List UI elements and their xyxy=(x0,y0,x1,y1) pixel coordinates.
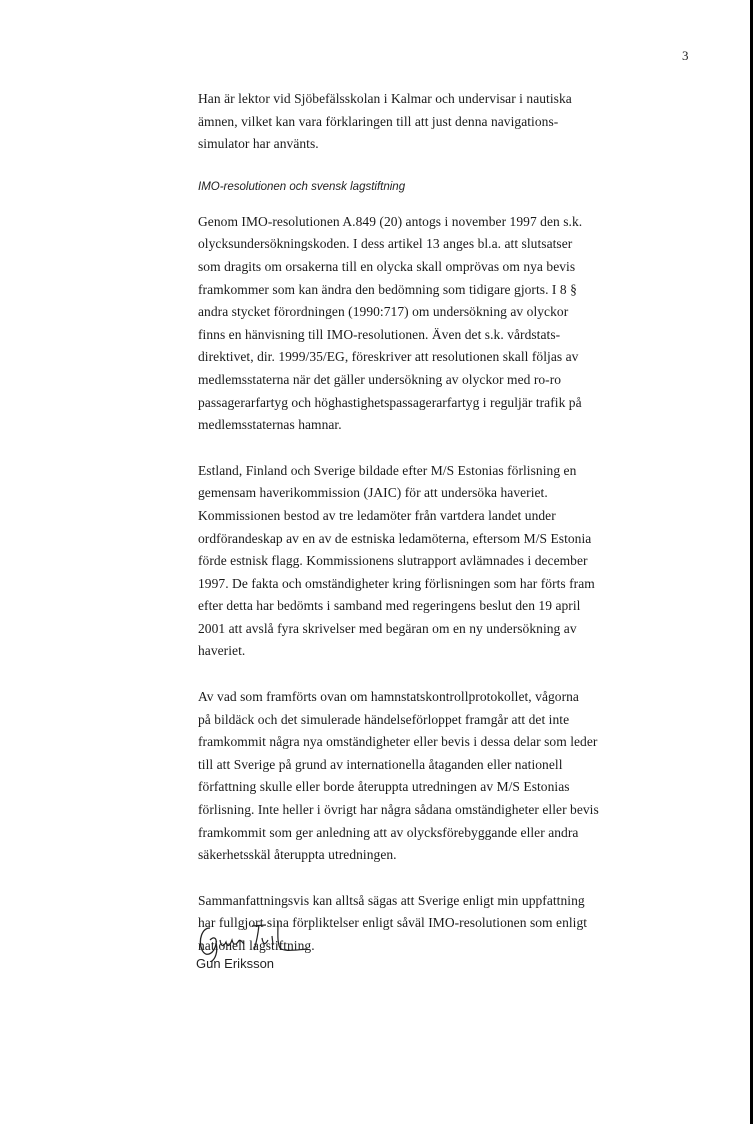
text-line: olycksundersökningskoden. I dess artikel 13 anges bl.a. att slutsatser xyxy=(198,236,573,252)
text-line: förde estnisk flagg. Kommissionens slutrapport avlämnades i december xyxy=(198,553,588,569)
paragraph-3 xyxy=(198,460,698,663)
page-number: 3 xyxy=(682,48,689,63)
text-line: ämnen, vilket kan vara förklaringen till att just denna navigations- xyxy=(198,113,559,129)
text-line: simulator har använts. xyxy=(198,136,319,152)
text-line: efter detta har bedömts i samband med regeringens beslut den 19 april xyxy=(198,598,581,614)
paragraph-1 xyxy=(198,88,698,156)
section-heading: IMO-resolutionen och svensk lagstiftning xyxy=(198,180,406,193)
text-line: har fullgjort sina förpliktelser enligt såväl IMO-resolutionen som enligt xyxy=(198,915,588,931)
document-body xyxy=(198,88,698,981)
text-line: framkommer som kan ändra den bedömning som tidigare gjorts. I 8 § xyxy=(198,281,577,297)
text-line: Han är lektor vid Sjöbefälsskolan i Kalmar och undervisar i nautiska xyxy=(198,91,572,106)
text-line: finns en hänvisning till IMO-resolutionen. Även det s.k. vårdstats- xyxy=(198,326,561,342)
text-line: Estland, Finland och Sverige bildade efter M/S Estonias förlisning en xyxy=(198,462,577,478)
text-line: säkerhetsskäl återuppta utredningen. xyxy=(198,847,397,863)
text-line: på bildäck och det simulerade händelseförloppet framgår att det inte xyxy=(198,711,570,727)
text-line: medlemsstaterna när det gäller undersökning av olyckor med ro-ro xyxy=(198,371,562,387)
text-line: passagerarfartyg och höghastighetspassagerarfartyg i reguljär trafik på xyxy=(198,394,582,410)
text-line: gemensam haverikommission (JAIC) för att undersöka haveriet. xyxy=(198,485,548,501)
text-line: haveriet. xyxy=(198,643,246,659)
signer-name: Gun Eriksson xyxy=(196,956,275,971)
paragraph-4 xyxy=(198,686,698,867)
text-line: som dragits om orsakerna till en olycka skall omprövas om nya bevis xyxy=(198,258,576,274)
paragraph-2 xyxy=(198,211,698,437)
text-line: framkommit som ger anledning att av olycksförebyggande eller andra xyxy=(198,824,579,840)
text-line: Kommissionen bestod av tre ledamöter från vartdera landet under xyxy=(198,507,556,523)
text-line: nationell lagstiftning. xyxy=(198,938,315,953)
text-line: förlisning. Inte heller i övrigt har några sådana omständigheter eller bevis xyxy=(198,802,599,818)
text-line: Av vad som framförts ovan om hamnstatskontrollprotokollet, vågorna xyxy=(198,689,579,705)
text-line: författning skulle eller borde återuppta utredningen av M/S Estonias xyxy=(198,779,570,795)
text-line: till att Sverige på grund av internationella åtaganden eller nationell xyxy=(198,756,563,772)
text-line: medlemsstaternas hamnar. xyxy=(198,417,342,433)
text-line: direktivet, dir. 1999/35/EG, föreskriver att resolutionen skall följas av xyxy=(198,349,579,365)
text-line: framkommit några nya omständigheter eller bevis i dessa delar som leder xyxy=(198,734,598,750)
text-line: Sammanfattningsvis kan alltså sägas att Sverige enligt min uppfattning xyxy=(198,892,585,908)
text-line: ordförandeskap av en av de estniska ledamöterna, eftersom M/S Estonia xyxy=(198,530,592,546)
text-line: Genom IMO-resolutionen A.849 (20) antogs i november 1997 den s.k. xyxy=(198,213,583,229)
text-line: andra stycket förordningen (1990:717) om undersökning av olyckor xyxy=(198,304,569,320)
text-line: 2001 att avslå fyra skrivelser med begäran om en ny undersökning av xyxy=(198,620,577,636)
text-line: 1997. De fakta och omständigheter kring förlisningen som har förts fram xyxy=(198,575,595,591)
